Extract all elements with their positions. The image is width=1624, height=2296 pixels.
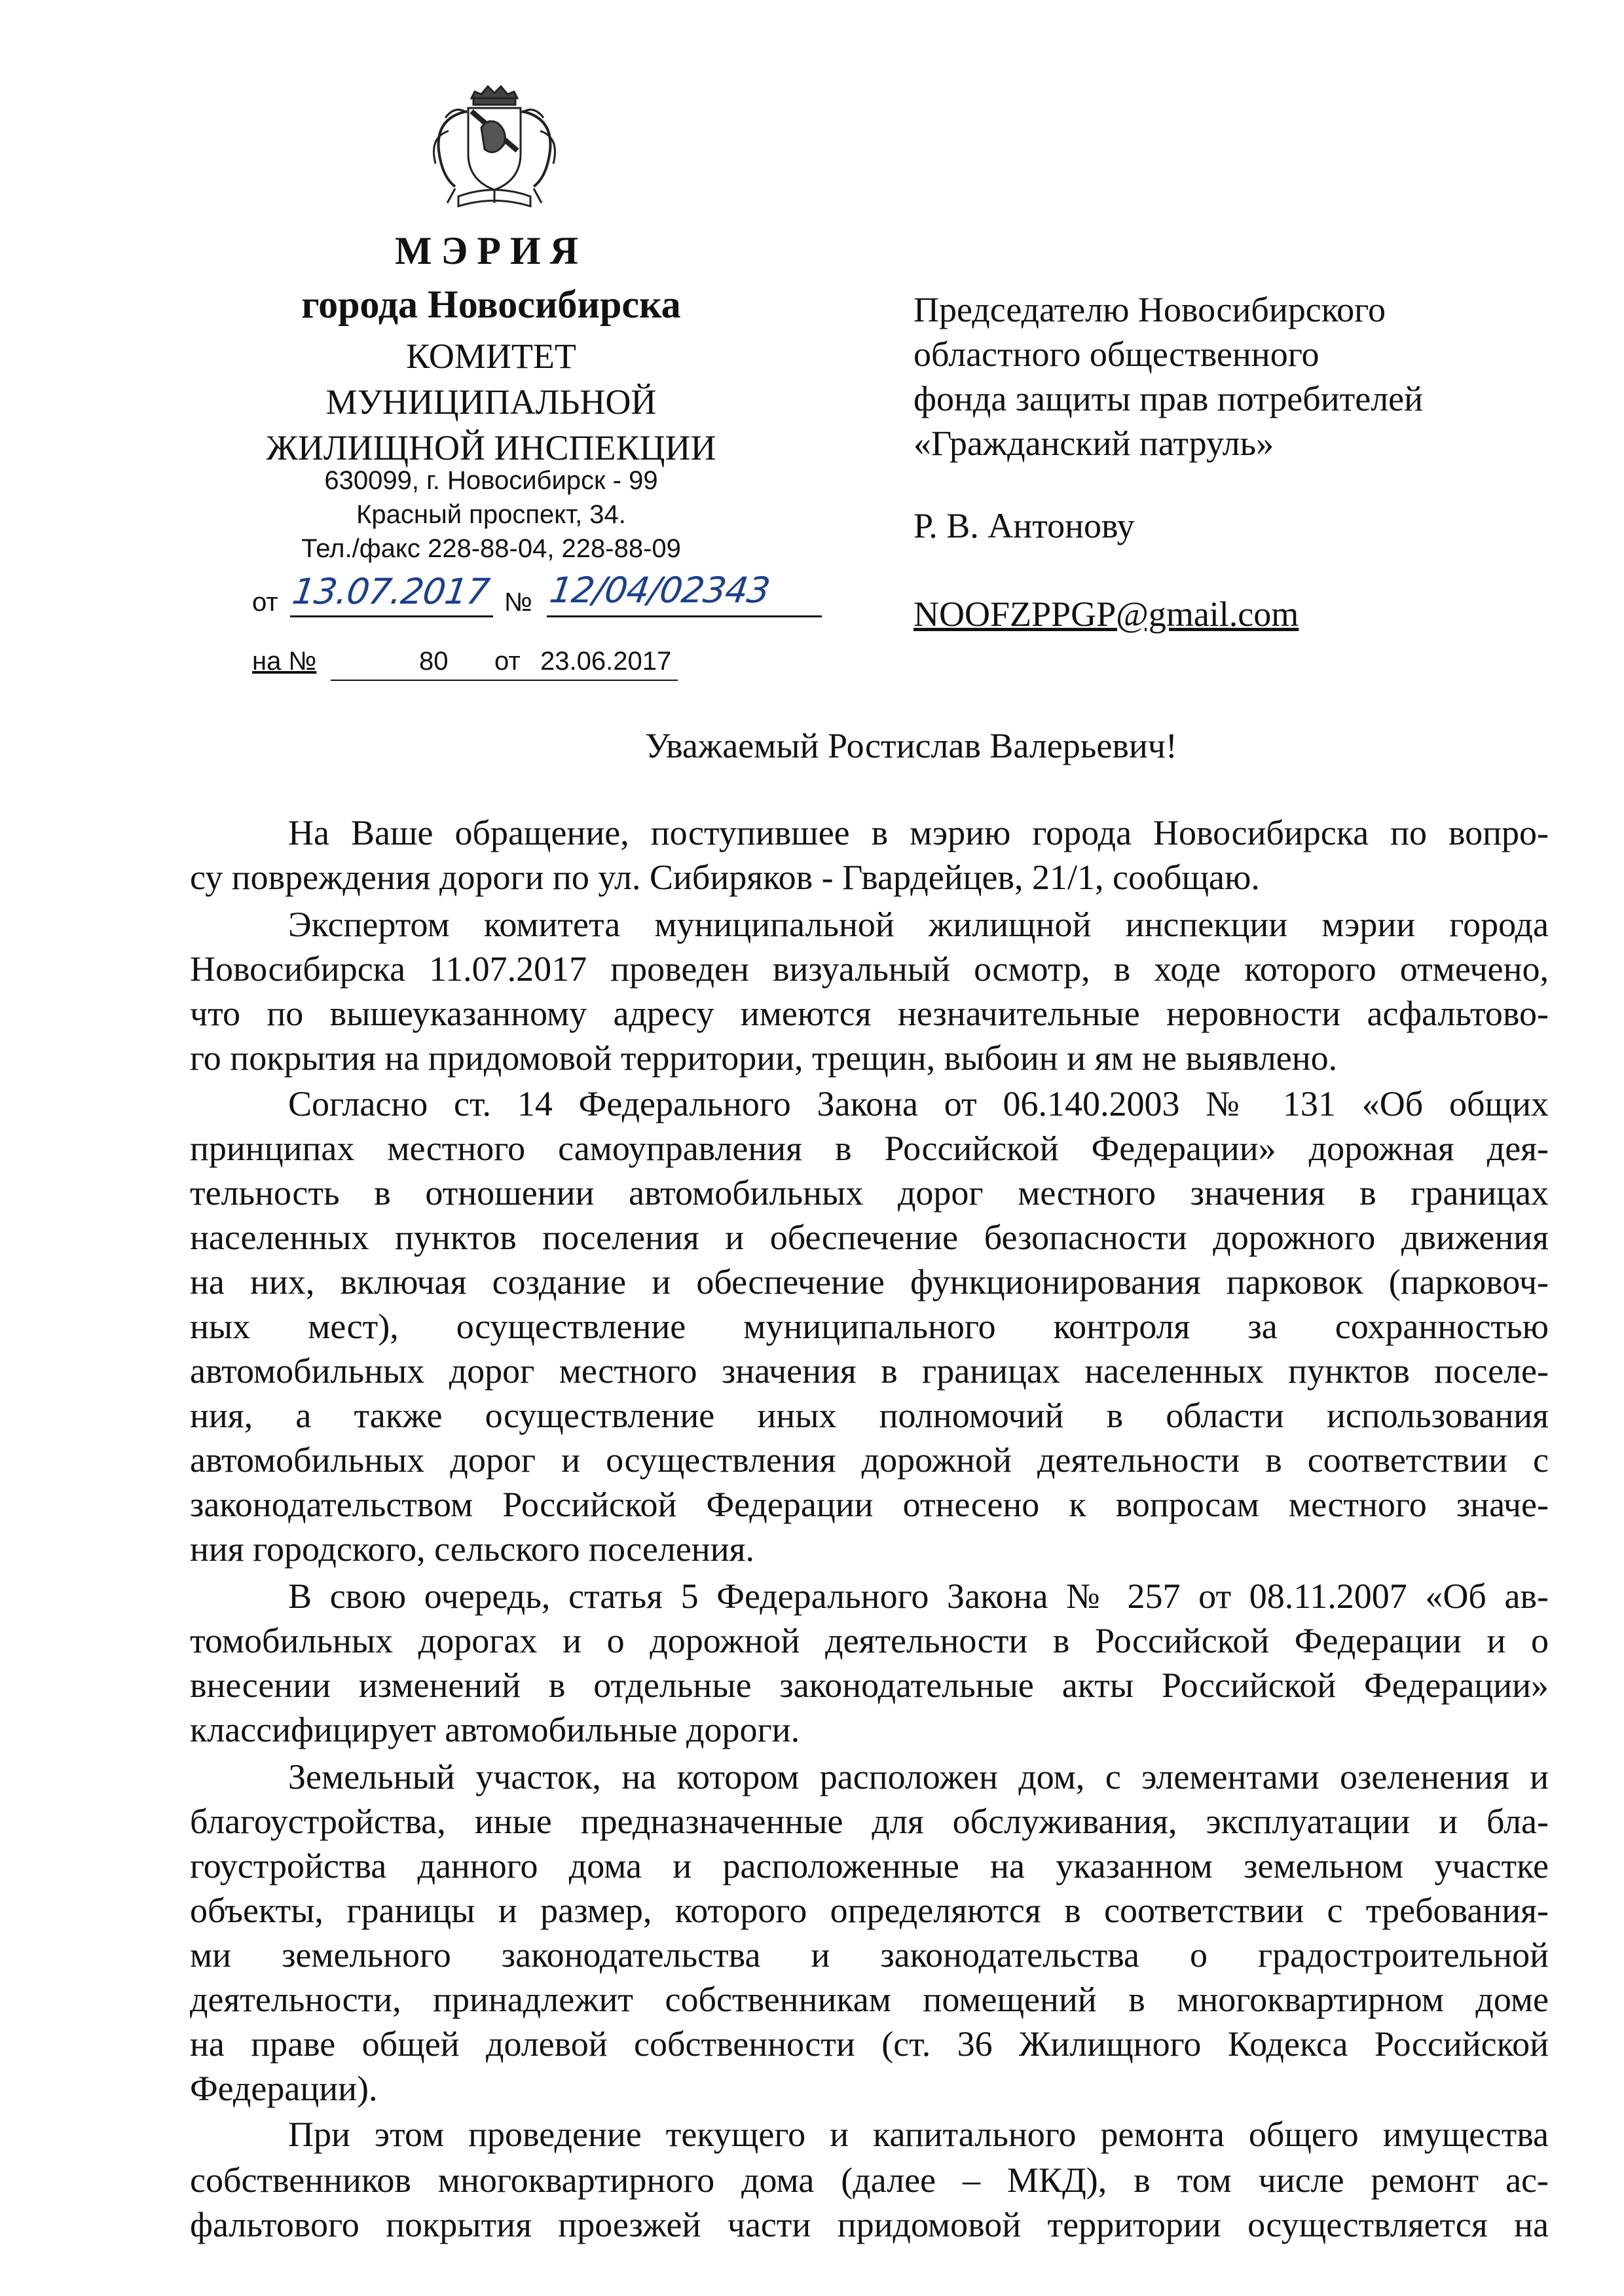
address-line-2: Красный проспект, 34.	[356, 500, 626, 529]
body-line: на них, включая создание и обеспечение функционирования парковок (парковоч-	[190, 1262, 1549, 1302]
body-line: благоустройства, иные предназначенные для обслуживания, эксплуатации и бла-	[190, 1802, 1549, 1841]
salutation: Уважаемый Ростислав Валерьевич!	[645, 726, 1177, 765]
body-line: На Ваше обращение, поступившее в мэрию города Новосибирска по вопро-	[288, 813, 1549, 852]
reply-reference	[252, 647, 776, 686]
body-line: В свою очередь, статья 5 Федерального Закона № 257 от 08.11.2007 «Об ав-	[288, 1576, 1549, 1616]
handwritten-number: 12/04/02343	[547, 570, 773, 611]
body-line: Экспертом комитета муниципальной жилищной инспекции мэрии города	[288, 905, 1549, 944]
reply-to-number: 80	[419, 647, 449, 676]
body-line: классифицирует автомобильные дороги.	[190, 1710, 800, 1749]
reply-to-label: на №	[252, 647, 317, 676]
from-label: от	[252, 588, 278, 617]
body-line: внесении изменений в отдельные законодательные акты Российской Федерации»	[190, 1666, 1549, 1705]
body-line: Новосибирска 11.07.2017 проведен визуальный осмотр, в ходе которого отмечено,	[190, 949, 1549, 989]
city-title: города Новосибирска	[301, 283, 681, 326]
recipient-line-1: Председателю Новосибирского	[913, 290, 1386, 329]
body-line: го покрытия на придомовой территории, трещин, выбоин и ям не выявлено.	[190, 1038, 1338, 1078]
recipient-line-4: «Гражданский патруль»	[913, 424, 1274, 463]
body-line: законодательством Российской Федерации отнесено к вопросам местного значе-	[190, 1485, 1549, 1524]
body-line: Согласно ст. 14 Федерального Закона от 06.140.2003 № 131 «Об общих	[288, 1084, 1549, 1123]
committee-line-3: ЖИЛИЩНОЙ ИНСПЕКЦИИ	[266, 428, 716, 467]
body-line: ния, а также осуществление иных полномочий в области использования	[190, 1396, 1549, 1435]
body-line: населенных пунктов поселения и обеспечение безопасности дорожного движения	[190, 1218, 1549, 1257]
reply-from-label: от	[494, 647, 521, 676]
coat-of-arms-icon	[409, 72, 580, 216]
body-line: ми земельного законодательства и законодательства о градостроительной	[190, 1935, 1549, 1975]
mayor-office-title: МЭРИЯ	[395, 229, 587, 272]
recipient-line-3: фонда защиты прав потребителей	[913, 379, 1424, 418]
recipient-line-2: областного общественного	[913, 335, 1320, 374]
body-line: фальтового покрытия проезжей части придомовой территории осуществляется на	[190, 2205, 1549, 2244]
recipient-name: Р. В. Антонову	[913, 506, 1135, 545]
address-line-1: 630099, г. Новосибирск - 99	[324, 466, 658, 495]
recipient-email: NOOFZPPGP@gmail.com	[913, 594, 1299, 634]
body-line: Федерации).	[190, 2069, 378, 2108]
handwritten-date: 13.07.2017	[289, 571, 492, 612]
body-line: автомобильных дорог местного значения в границах населенных пунктов поселе-	[190, 1351, 1549, 1391]
committee-line-2: МУНИЦИПАЛЬНОЙ	[325, 382, 657, 422]
reply-from-date: 23.06.2017	[540, 647, 672, 676]
body-line: на праве общей долевой собственности (ст. 36 Жилищного Кодекса Российской	[190, 2024, 1549, 2064]
body-line: объекты, границы и размер, которого определяются в соответствии с требования-	[190, 1891, 1549, 1930]
outgoing-reference	[252, 570, 841, 622]
body-line: При этом проведение текущего и капитального ремонта общего имущества	[288, 2115, 1549, 2154]
body-line: что по вышеуказанному адресу имеются незначительные неровности асфальтово-	[190, 994, 1549, 1033]
body-line: автомобильных дорог и осуществления дорожной деятельности в соответствии с	[190, 1440, 1549, 1480]
body-line: деятельности, принадлежит собственникам помещений в многоквартирном доме	[190, 1980, 1549, 2019]
body-line: тельность в отношении автомобильных дорог местного значения в границах	[190, 1173, 1549, 1212]
body-line: принципах местного самоуправления в Российской Федерации» дорожная дея-	[190, 1129, 1549, 1168]
body-line: собственников многоквартирного дома (далее – МКД), в том числе ремонт ас-	[190, 2160, 1549, 2200]
body-line: Земельный участок, на котором расположен дом, с элементами озеленения и	[288, 1757, 1549, 1796]
body-line: ния городского, сельского поселения.	[190, 1529, 754, 1569]
address-phone: Тел./факс 228-88-04, 228-88-09	[301, 534, 681, 563]
committee-line-1: КОМИТЕТ	[406, 337, 576, 376]
body-line: ных мест), осуществление муниципального контроля за сохранностью	[190, 1307, 1549, 1346]
body-line: томобильных дорогах и о дорожной деятельности в Российской Федерации и о	[190, 1621, 1549, 1660]
number-label: №	[504, 588, 532, 617]
body-line: гоустройства данного дома и расположенные на указанном земельном участке	[190, 1846, 1549, 1886]
body-line: су повреждения дороги по ул. Сибиряков - Гвардейцев, 21/1, сообщаю.	[190, 858, 1260, 897]
